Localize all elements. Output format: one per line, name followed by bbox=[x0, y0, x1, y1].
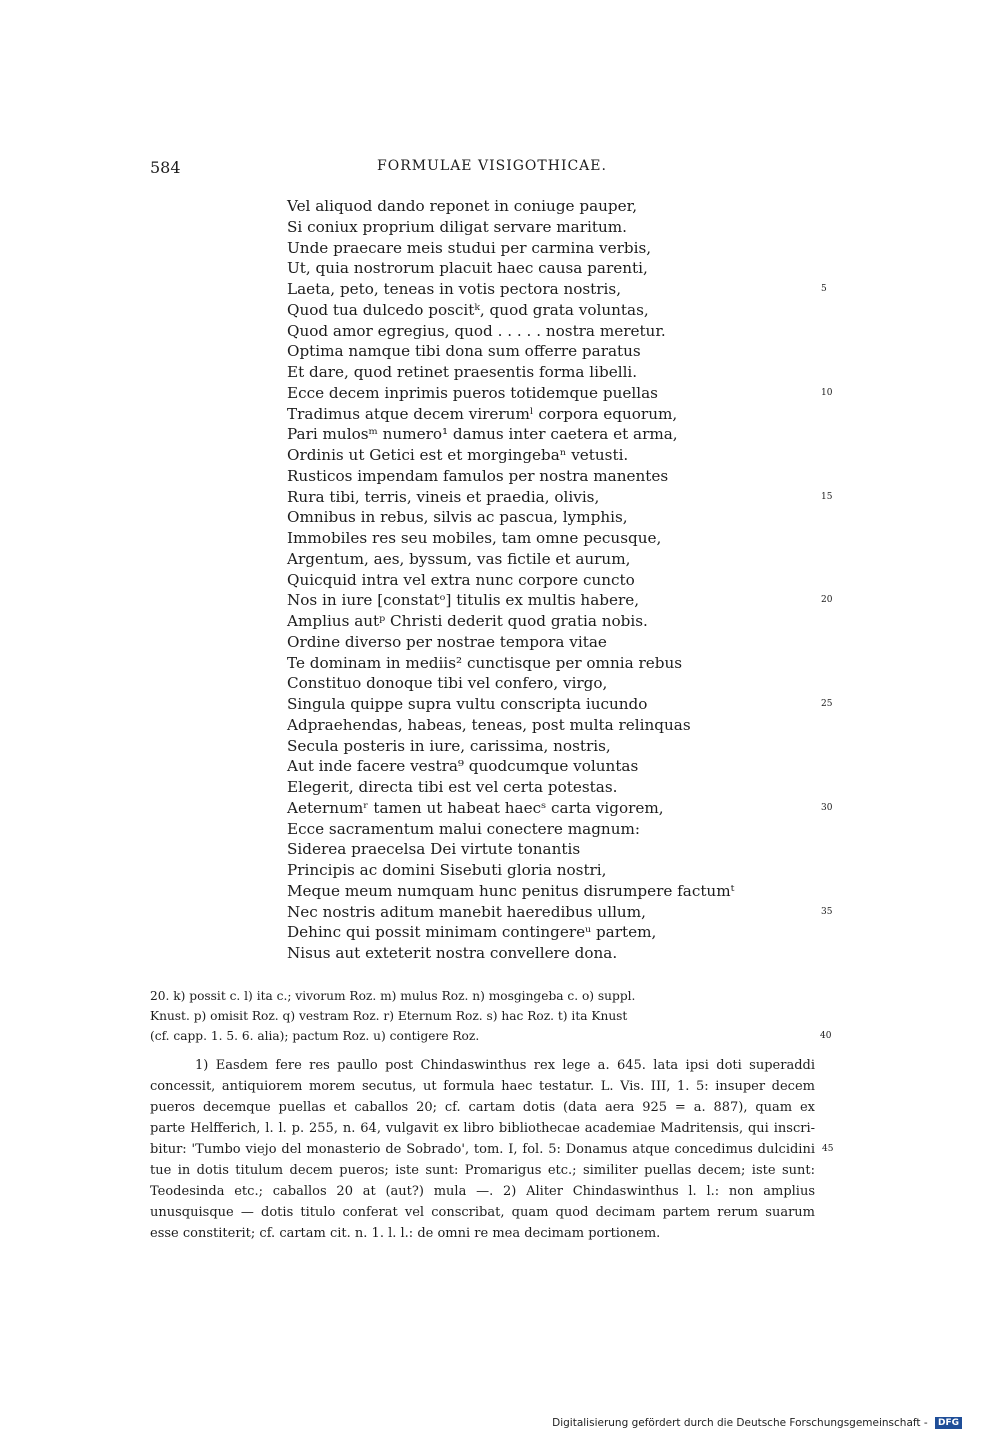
verse-line bbox=[287, 881, 835, 902]
verse-line bbox=[287, 404, 835, 425]
verse-line bbox=[287, 653, 835, 674]
verse-line-text: Ordine diverso per nostrae tempora vitae bbox=[287, 632, 607, 651]
line-number: 45 bbox=[822, 1144, 834, 1154]
note-line bbox=[150, 1139, 834, 1160]
verse-line bbox=[287, 673, 835, 694]
note-line bbox=[150, 1118, 815, 1139]
verse-line bbox=[287, 196, 835, 217]
verse-line-text: Ordinis ut Getici est et morgingebaⁿ vetusti. bbox=[287, 446, 629, 464]
verse-line bbox=[287, 715, 835, 736]
verse-line-text: Omnibus in rebus, silvis ac pascua, lymphis, bbox=[287, 508, 628, 527]
verse-line-text: Rusticos impendam famulos per nostra manentes bbox=[287, 466, 669, 485]
verse-line bbox=[287, 611, 835, 632]
digitization-credit bbox=[552, 1417, 962, 1429]
verse-line-text: Secula posteris in iure, carissima, nostris, bbox=[287, 736, 611, 755]
page-number: 584 bbox=[150, 158, 181, 177]
verse-line bbox=[287, 424, 835, 445]
line-number: 15 bbox=[821, 491, 833, 502]
note-line-text: parte Helfferich, l. l. p. 255, n. 64, vulgavit ex libro bibliothecae academiae Madritensis, qui inscri- bbox=[150, 1121, 815, 1136]
apparatus-line bbox=[150, 1006, 835, 1026]
verse-line-text: Rura tibi, terris, vineis et praedia, olivis, bbox=[287, 487, 600, 506]
verse-line bbox=[287, 383, 835, 404]
verse-line-text: Amplius autᵖ Christi dederit quod gratia nobis. bbox=[287, 612, 648, 630]
note-line-text: tue in dotis titulum decem pueros; iste sunt: Promarigus etc.; similiter puellas decem; iste sunt: bbox=[150, 1163, 815, 1178]
verse-line-text: Principis ac domini Sisebuti gloria nostri, bbox=[287, 861, 607, 879]
apparatus-line-text: 20. k) possit c. l) ita c.; vivorum Roz. m) mulus Roz. n) mosgingeba c. o) suppl. bbox=[150, 989, 636, 1003]
verse-line-text: Nisus aut exteterit nostra convellere dona. bbox=[287, 944, 618, 962]
line-number: 20 bbox=[821, 595, 833, 606]
note-line-text: 1) Easdem fere res paullo post Chindaswinthus rex lege a. 645. lata ipsi doti superaddi bbox=[195, 1058, 815, 1073]
verse-line bbox=[287, 507, 835, 528]
verse-line-text: Singula quippe supra vultu conscripta iucundo bbox=[287, 695, 648, 713]
verse-line-text: Siderea praecelsa Dei virtute tonantis bbox=[287, 840, 581, 859]
verse-line-text: Unde praecare meis studui per carmina verbis, bbox=[287, 238, 652, 257]
verse-line-text: Argentum, aes, byssum, vas fictile et aurum, bbox=[287, 549, 631, 568]
verse-line bbox=[287, 238, 835, 259]
verse-line bbox=[287, 528, 835, 549]
verse-line-text: Ecce decem inprimis pueros totidemque puellas bbox=[287, 383, 658, 402]
note-line-text: esse constiterit; cf. cartam cit. n. 1. l. l.: de omni re mea decimam portionem. bbox=[150, 1226, 661, 1241]
verse-line-text: Nos in iure [constatᵒ] titulis ex multis habere, bbox=[287, 591, 640, 610]
verse-line bbox=[287, 258, 835, 279]
verse-line bbox=[287, 922, 835, 943]
poem-text bbox=[287, 196, 835, 964]
note-line-text: bitur: 'Tumbo viejo del monasterio de Sobrado', tom. I, fol. 5: Donamus atque concedimus dulcidini bbox=[150, 1142, 815, 1157]
note-line bbox=[150, 1202, 815, 1223]
verse-line-text: Optima namque tibi dona sum offerre paratus bbox=[287, 342, 641, 361]
verse-line-text: Ecce sacramentum malui conectere magnum: bbox=[287, 819, 640, 838]
note-line bbox=[150, 1076, 815, 1097]
verse-line bbox=[287, 632, 835, 653]
footnotes bbox=[150, 1055, 834, 1244]
verse-line-text: Tradimus atque decem virerumˡ corpora equorum, bbox=[287, 404, 678, 423]
apparatus-line bbox=[150, 1026, 835, 1046]
verse-line bbox=[287, 279, 835, 300]
verse-line-text: Te dominam in mediis² cunctisque per omnia rebus bbox=[287, 653, 683, 672]
verse-line-text: Pari mulosᵐ numero¹ damus inter caetera et arma, bbox=[287, 425, 678, 444]
verse-line bbox=[287, 549, 835, 570]
critical-apparatus bbox=[150, 986, 835, 1046]
note-line-text: pueros decemque puellas et caballos 20; cf. cartam dotis (data aera 925 = a. 887), quam ex bbox=[150, 1100, 815, 1115]
apparatus-line bbox=[150, 986, 835, 1006]
verse-line bbox=[287, 694, 835, 715]
note-line bbox=[150, 1160, 815, 1181]
dfg-logo: DFG bbox=[935, 1417, 962, 1429]
verse-line bbox=[287, 300, 835, 321]
verse-line-text: Elegerit, directa tibi est vel certa potestas. bbox=[287, 778, 618, 796]
line-number: 25 bbox=[821, 699, 833, 709]
verse-line bbox=[287, 362, 835, 383]
verse-line-text: Quod amor egregius, quod . . . . . nostra meretur. bbox=[287, 321, 666, 340]
verse-line-text: Vel aliquod dando reponet in coniuge pauper, bbox=[287, 197, 638, 215]
line-number: 10 bbox=[821, 387, 833, 398]
verse-line-text: Laeta, peto, teneas in votis pectora nostris, bbox=[287, 280, 622, 298]
verse-line-text: Nec nostris aditum manebit haeredibus ullum, bbox=[287, 902, 646, 921]
verse-line-text: Dehinc qui possit minimam contingereᵘ partem, bbox=[287, 923, 657, 942]
verse-line bbox=[287, 860, 835, 881]
note-line bbox=[150, 1181, 815, 1202]
verse-line bbox=[287, 839, 835, 860]
verse-line-text: Aut inde facere vestra⁹ quodcumque voluntas bbox=[287, 757, 639, 776]
verse-line bbox=[287, 321, 835, 342]
verse-line-text: Adpraehendas, habeas, teneas, post multa relinquas bbox=[287, 715, 691, 734]
running-title: FORMULAE VISIGOTHICAE. bbox=[377, 158, 607, 174]
note-line-text: concessit, antiquiorem morem secutus, ut formula haec testatur. L. Vis. III, 1. 5: insuper decem bbox=[150, 1079, 815, 1094]
verse-line-text: Immobiles res seu mobiles, tam omne pecusque, bbox=[287, 529, 662, 547]
note-line-text: unusquisque — dotis titulo conferat vel conscribat, quam quod decimam partem rerum suarum bbox=[150, 1205, 815, 1220]
line-number: 30 bbox=[821, 802, 833, 813]
verse-line bbox=[287, 487, 835, 508]
line-number: 35 bbox=[821, 906, 833, 917]
note-line bbox=[150, 1223, 815, 1244]
verse-line-text: Ut, quia nostrorum placuit haec causa parenti, bbox=[287, 259, 648, 278]
line-number: 40 bbox=[820, 1031, 832, 1041]
verse-line bbox=[287, 341, 835, 362]
verse-line-text: Constituo donoque tibi vel confero, virgo, bbox=[287, 674, 608, 693]
verse-line bbox=[287, 570, 835, 591]
verse-line bbox=[287, 756, 835, 777]
page-header bbox=[150, 158, 834, 182]
verse-line-text: Si coniux proprium diligat servare maritum. bbox=[287, 217, 627, 236]
verse-line bbox=[287, 943, 835, 964]
verse-line bbox=[287, 736, 835, 757]
verse-line-text: Et dare, quod retinet praesentis forma libelli. bbox=[287, 363, 638, 381]
credit-text: Digitalisierung gefördert durch die Deutsche Forschungsgemeinschaft - bbox=[552, 1417, 928, 1429]
verse-line bbox=[287, 466, 835, 487]
verse-line bbox=[287, 217, 835, 238]
note-line-text: Teodesinda etc.; caballos 20 at (aut?) mula —. 2) Aliter Chindaswinthus l. l.: non amplius bbox=[150, 1184, 815, 1199]
verse-line bbox=[287, 902, 835, 923]
verse-line-text: Quicquid intra vel extra nunc corpore cuncto bbox=[287, 570, 635, 589]
verse-line bbox=[287, 445, 835, 466]
verse-line-text: Meque meum numquam hunc penitus disrumpere factumᵗ bbox=[287, 881, 735, 900]
verse-line bbox=[287, 798, 835, 819]
verse-line bbox=[287, 819, 835, 840]
note-line bbox=[150, 1097, 815, 1118]
note-line bbox=[150, 1055, 815, 1076]
line-number: 5 bbox=[821, 284, 827, 294]
apparatus-line-text: Knust. p) omisit Roz. q) vestram Roz. r) Eternum Roz. s) hac Roz. t) ita Knust bbox=[150, 1009, 628, 1023]
verse-line-text: Quod tua dulcedo poscitᵏ, quod grata voluntas, bbox=[287, 300, 649, 319]
verse-line-text: Aeternumʳ tamen ut habeat haecˢ carta vigorem, bbox=[287, 798, 664, 817]
apparatus-line-text: (cf. capp. 1. 5. 6. alia); pactum Roz. u) contigere Roz. bbox=[150, 1029, 480, 1043]
verse-line bbox=[287, 590, 835, 611]
verse-line bbox=[287, 777, 835, 798]
